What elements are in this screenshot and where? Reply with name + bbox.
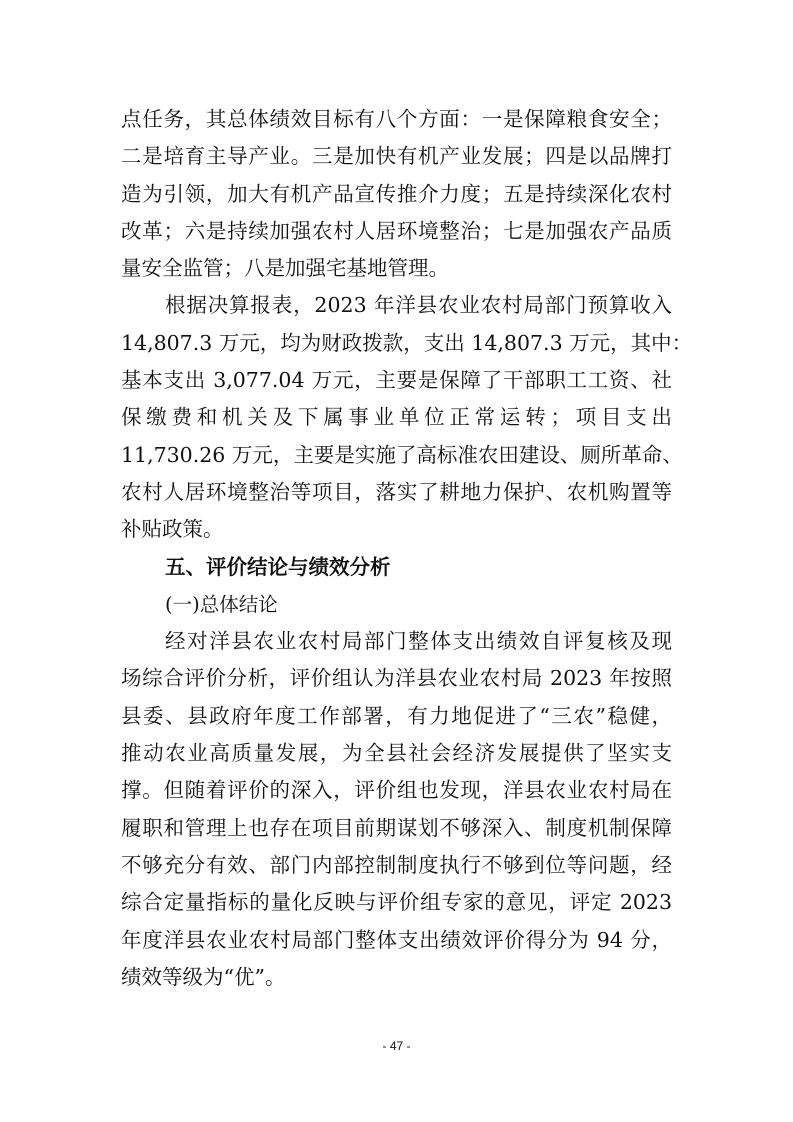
text-line: 年度洋县农业农村局部门整体支出绩效评价得分为 94 分，: [121, 927, 672, 952]
text-line: 农村人居环境整治等项目，落实了耕地力保护、农机购置等: [121, 479, 672, 504]
subsection-heading: (一)总体结论: [165, 592, 278, 616]
text-line: 经对洋县农业农村局部门整体支出绩效自评复核及现: [165, 629, 672, 654]
text-line: 推动农业高质量发展，为全县社会经济发展提供了坚实支: [121, 741, 672, 766]
text-line: 11,730.26 万元，主要是实施了高标准农田建设、厕所革命、: [121, 442, 683, 467]
text-line: 改革；六是持续加强农村人居环境整治；七是加强农产品质: [121, 218, 672, 243]
text-line: 场综合评价分析，评价组认为洋县农业农村局 2023 年按照: [121, 666, 672, 691]
text-line: 撑。但随着评价的深入，评价组也发现，洋县农业农村局在: [121, 778, 672, 803]
section-heading: 五、评价结论与绩效分析: [165, 554, 391, 579]
text-line: 根据决算报表，2023 年洋县农业农村局部门预算收入: [165, 293, 672, 318]
text-line: 二是培育主导产业。三是加快有机产业发展；四是以品牌打: [121, 144, 672, 169]
text-line: 综合定量指标的量化反映与评价组专家的意见，评定 2023: [121, 890, 672, 915]
page-number: - 47 -: [382, 1039, 411, 1053]
text-line: 不够充分有效、部门内部控制制度执行不够到位等问题，经: [121, 852, 672, 877]
paragraph-goals: [121, 101, 672, 287]
paragraph-budget: [121, 287, 693, 548]
text-line: 量安全监管；八是加强宅基地管理。: [121, 256, 449, 281]
text-line: 造为引领，加大有机产品宣传推介力度；五是持续深化农村: [121, 181, 672, 206]
paragraph-conclusion: [121, 623, 672, 996]
text-line: 保缴费和机关及下属事业单位正常运转；项目支出: [121, 405, 672, 430]
text-line: 点任务，其总体绩效目标有八个方面：一是保障粮食安全；: [121, 107, 672, 131]
text-line: 履职和管理上也存在项目前期谋划不够深入、制度机制保障: [121, 815, 672, 840]
text-line: 县委、县政府年度工作部署，有力地促进了“三农”稳健，: [121, 703, 672, 728]
text-line: 补贴政策。: [121, 517, 224, 542]
text-line: 绩效等级为“优”。: [121, 964, 286, 989]
document-body: [121, 101, 693, 996]
text-line: 基本支出 3,077.04 万元，主要是保障了干部职工工资、社: [121, 368, 672, 393]
text-line: 14,807.3 万元，均为财政拨款，支出 14,807.3 万元，其中：: [121, 330, 693, 355]
